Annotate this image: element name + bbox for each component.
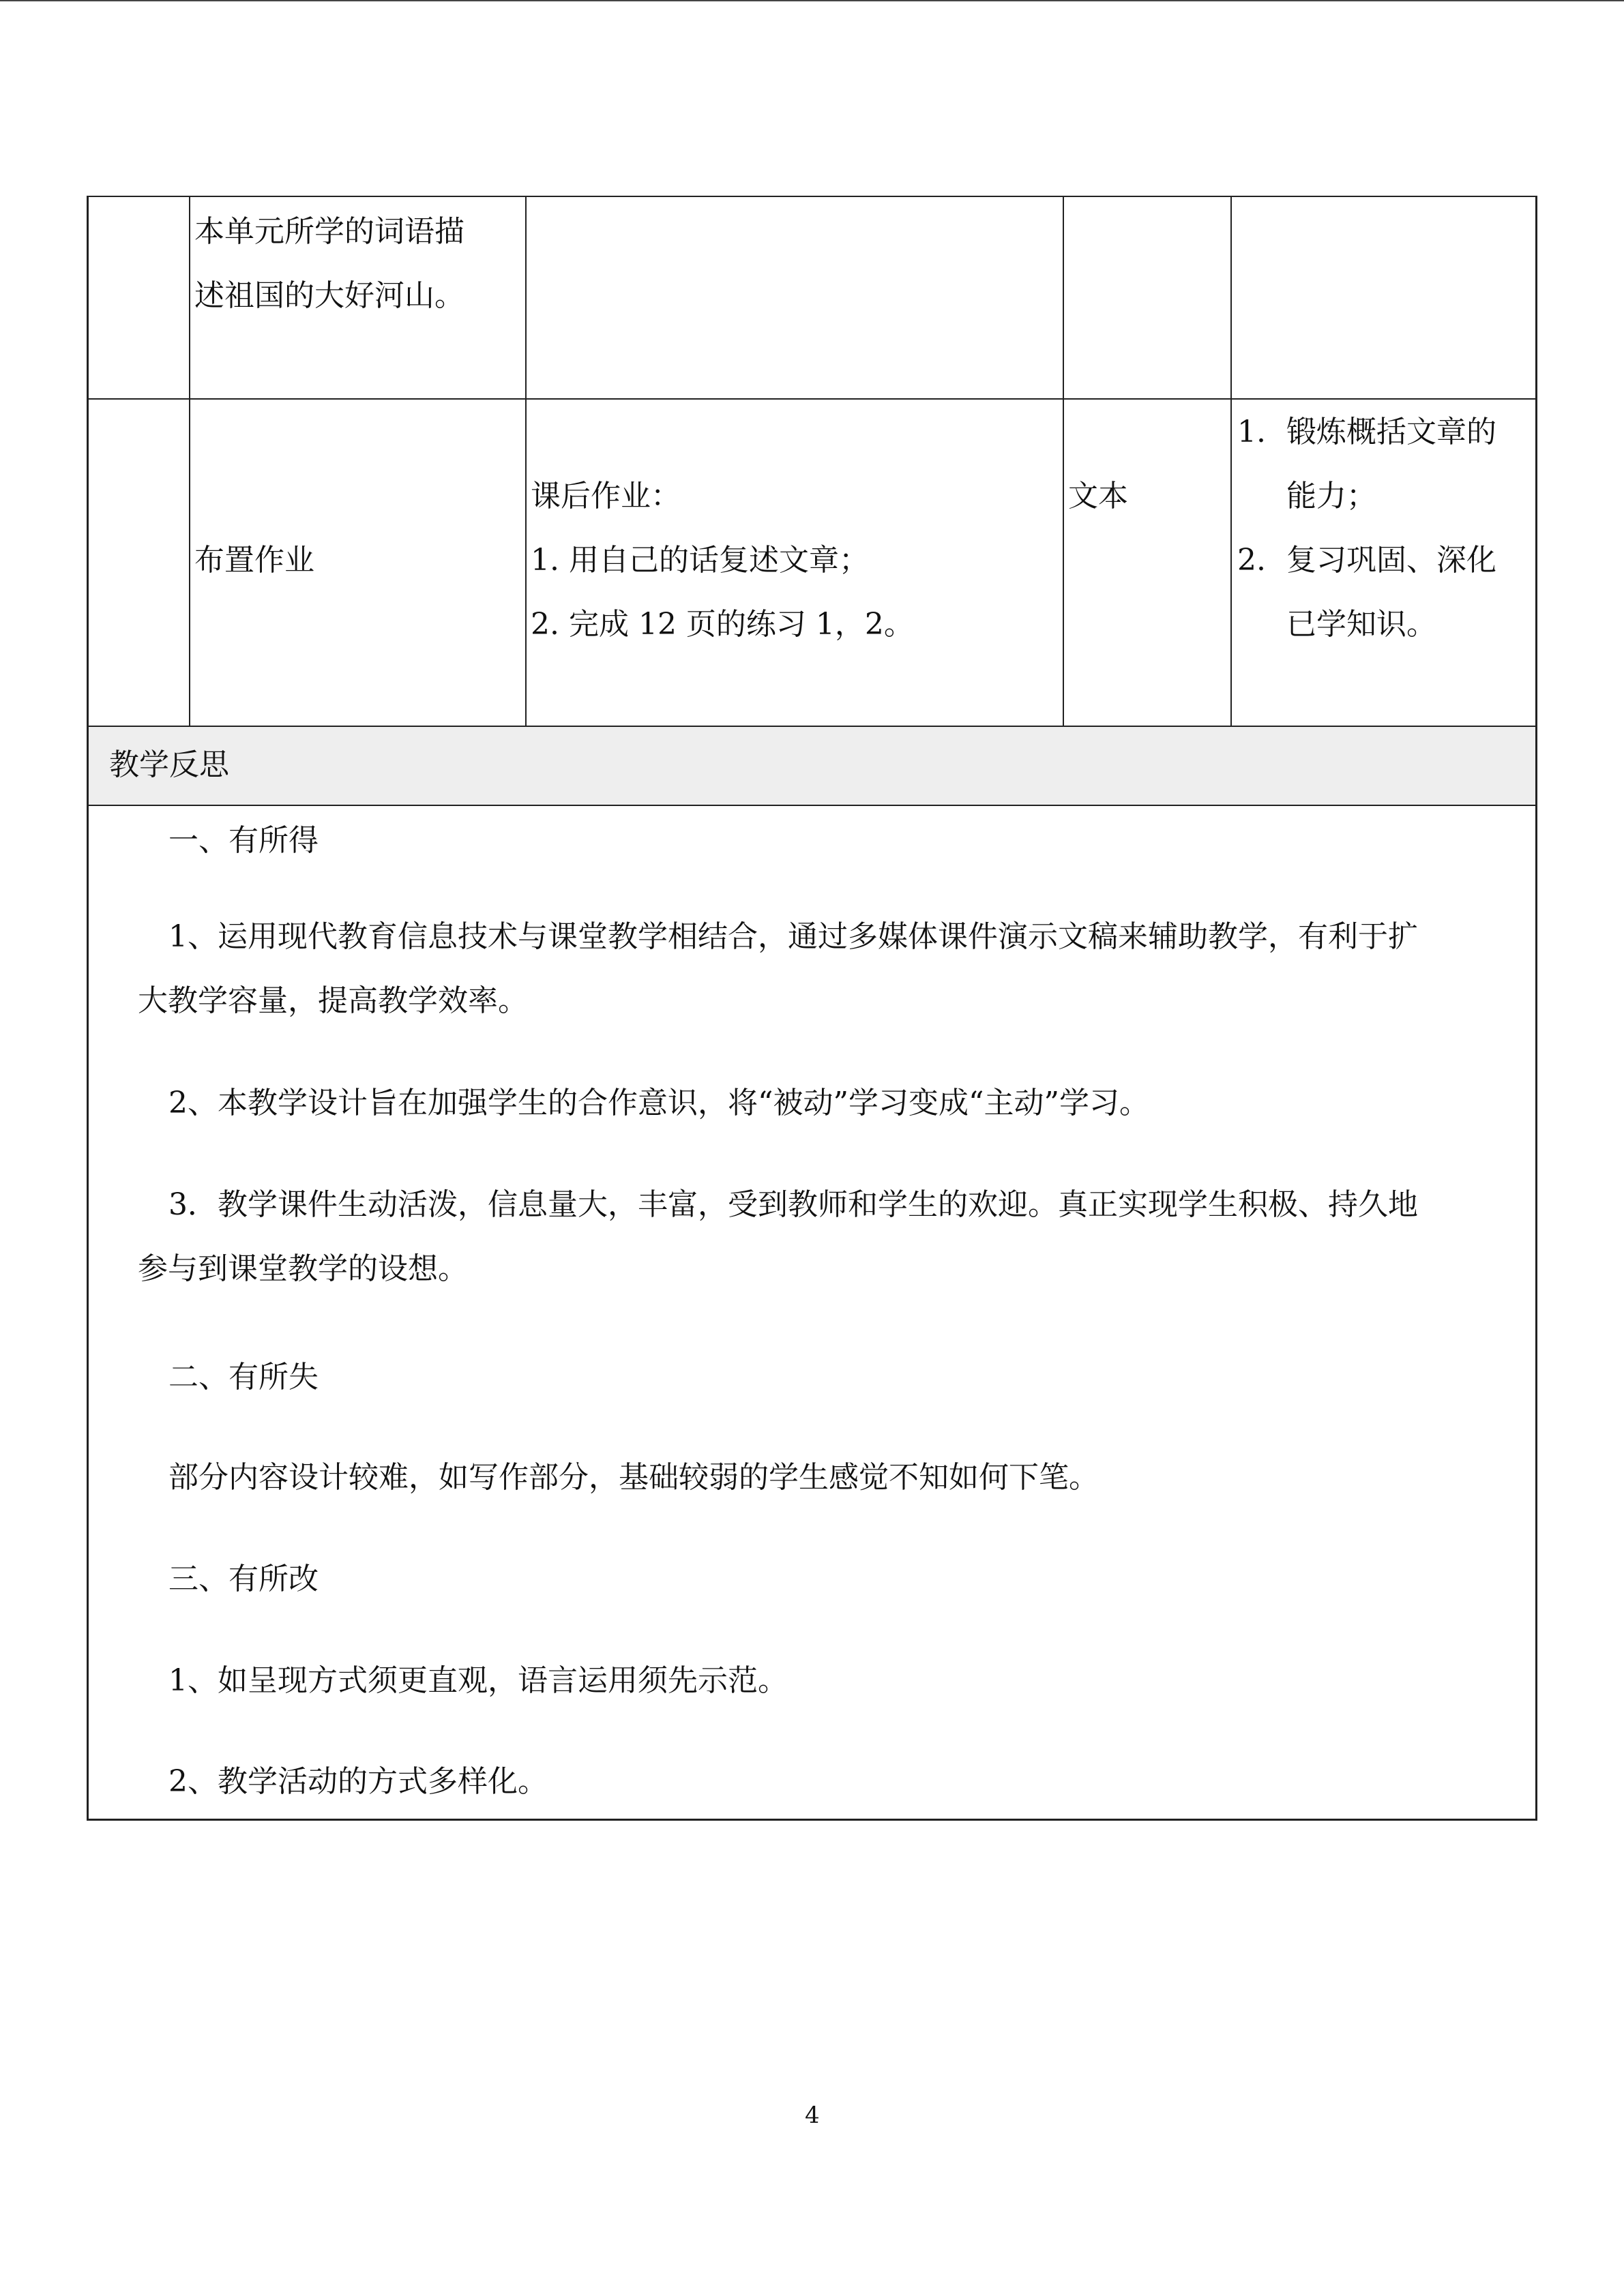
reflection-paragraph: 参与到课堂教学的设想。 xyxy=(138,1251,468,1286)
column-divider xyxy=(1230,197,1232,398)
activity-text-line: 述祖国的大好河山。 xyxy=(194,278,464,313)
purpose-number: 1. xyxy=(1237,415,1266,449)
column-divider xyxy=(525,197,527,398)
reflection-paragraph: 2、教学活动的方式多样化。 xyxy=(168,1764,548,1799)
column-divider xyxy=(189,197,190,398)
column-divider xyxy=(1063,197,1064,398)
purpose-text-line: 锻炼概括文章的 xyxy=(1286,415,1496,449)
homework-row xyxy=(89,398,1535,726)
column-divider xyxy=(189,400,190,726)
activity-label: 布置作业 xyxy=(194,543,314,578)
column-divider xyxy=(525,400,527,726)
column-divider xyxy=(1230,400,1232,726)
purpose-text-line: 复习巩固、深化 xyxy=(1286,543,1496,578)
homework-title: 课后作业： xyxy=(531,479,681,513)
purpose-number: 2. xyxy=(1237,543,1266,578)
reflection-heading: 教学反思 xyxy=(109,747,229,782)
purpose-text-line: 已学知识。 xyxy=(1286,607,1436,642)
reflection-paragraph: 大教学容量，提高教学效率。 xyxy=(138,983,528,1018)
column-divider xyxy=(1063,400,1064,726)
purpose-text-line: 能力； xyxy=(1286,479,1376,513)
page-top-border xyxy=(0,0,1624,1)
section-title: 二、有所失 xyxy=(168,1360,319,1395)
reflection-paragraph: 2、本教学设计旨在加强学生的合作意识，将“被动”学习变成“主动”学习。 xyxy=(168,1086,1149,1120)
media-label: 文本 xyxy=(1068,479,1128,513)
table-row xyxy=(89,196,1535,398)
lesson-table xyxy=(87,196,1537,1821)
reflection-paragraph: 1、如呈现方式须更直观，语言运用须先示范。 xyxy=(168,1663,788,1698)
homework-item: 1. 用自己的话复述文章； xyxy=(531,543,869,578)
reflection-paragraph: 1、运用现代教育信息技术与课堂教学相结合，通过多媒体课件演示文稿来辅助教学，有利于扩 xyxy=(168,919,1418,954)
reflection-paragraph: 部分内容设计较难，如写作部分，基础较弱的学生感觉不知如何下笔。 xyxy=(168,1460,1099,1495)
activity-text-line: 本单元所学的词语描 xyxy=(194,214,464,249)
page-number: 4 xyxy=(805,2102,820,2129)
reflection-header xyxy=(89,726,1535,806)
section-title: 一、有所得 xyxy=(168,823,319,858)
reflection-paragraph: 3．教学课件生动活泼，信息量大，丰富，受到教师和学生的欢迎。真正实现学生积极、持久地 xyxy=(168,1187,1418,1222)
section-title: 三、有所改 xyxy=(168,1562,319,1596)
homework-item: 2. 完成 12 页的练习 1，2。 xyxy=(531,607,914,642)
